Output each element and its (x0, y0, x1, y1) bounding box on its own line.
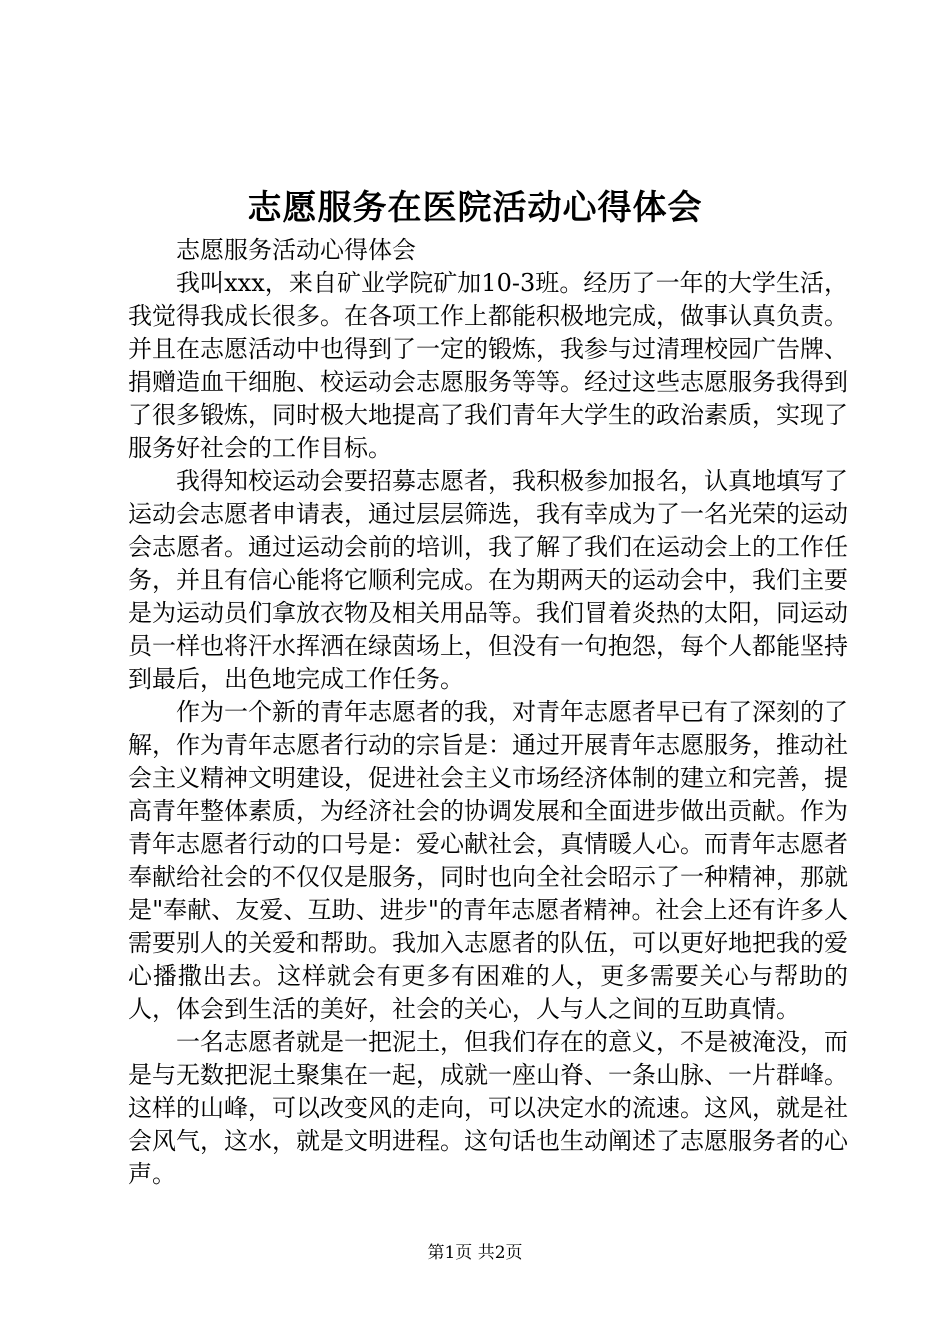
page-number-footer: 第1页 共2页 (427, 1243, 523, 1263)
body-paragraph-subtitle: 志愿服务活动心得体会 (176, 236, 416, 264)
body-paragraph: 作为一个新的青年志愿者的我，对青年志愿者早已有了深刻的了解，作为青年志愿者行动的宗旨是：通过开展青年志愿服务，推动社会主义精神文明建设，促进社会主义市场经济体制的建立和完善，提高青年整体素质，为经济社会的协调发展和全面进步做出贡献。作为青年志愿者行动的口号是：爱心献社会，真情暖人心。而青年志愿者奉献给社会的不仅仅是服务，同时也向全社会昭示了一种精神，那就是"奉献、友爱、互助、进步"的青年志愿者精神。社会上还有许多人需要别人的关爱和帮助。我加入志愿者的队伍，可以更好地把我的爱心播撒出去。这样就会有更多有困难的人，更多需要关心与帮助的人，体会到生活的美好，社会的关心，人与人之间的互助真情。 (128, 698, 848, 1023)
document-body (128, 234, 848, 1191)
body-paragraph: 一名志愿者就是一把泥土，但我们存在的意义，不是被淹没，而是与无数把泥土聚集在一起，成就一座山脊、一条山脉、一片群峰。这样的山峰，可以改变风的走向，可以决定水的流速。这风，就是社会风气，这水，就是文明进程。这句话也生动阐述了志愿服务者的心声。 (128, 1028, 848, 1188)
body-paragraph: 我得知校运动会要招募志愿者，我积极参加报名，认真地填写了运动会志愿者申请表，通过层层筛选，我有幸成为了一名光荣的运动会志愿者。通过运动会前的培训，我了解了我们在运动会上的工作任务，并且有信心能将它顺利完成。在为期两天的运动会中，我们主要是为运动员们拿放衣物及相关用品等。我们冒着炎热的太阳，同运动员一样也将汗水挥洒在绿茵场上，但没有一句抱怨，每个人都能坚持到最后，出色地完成工作任务。 (128, 467, 848, 693)
body-paragraph: 我叫xxx，来自矿业学院矿加10-3班。经历了一年的大学生活，我觉得我成长很多。在各项工作上都能积极地完成，做事认真负责。并且在志愿活动中也得到了一定的锻炼，我参与过清理校园广告牌、捐赠造血干细胞、校运动会志愿服务等等。经过这些志愿服务我得到了很多锻炼，同时极大地提高了我们青年大学生的政治素质，实现了服务好社会的工作目标。 (128, 269, 848, 462)
document-title: 志愿服务在医院活动心得体会 (247, 188, 703, 228)
